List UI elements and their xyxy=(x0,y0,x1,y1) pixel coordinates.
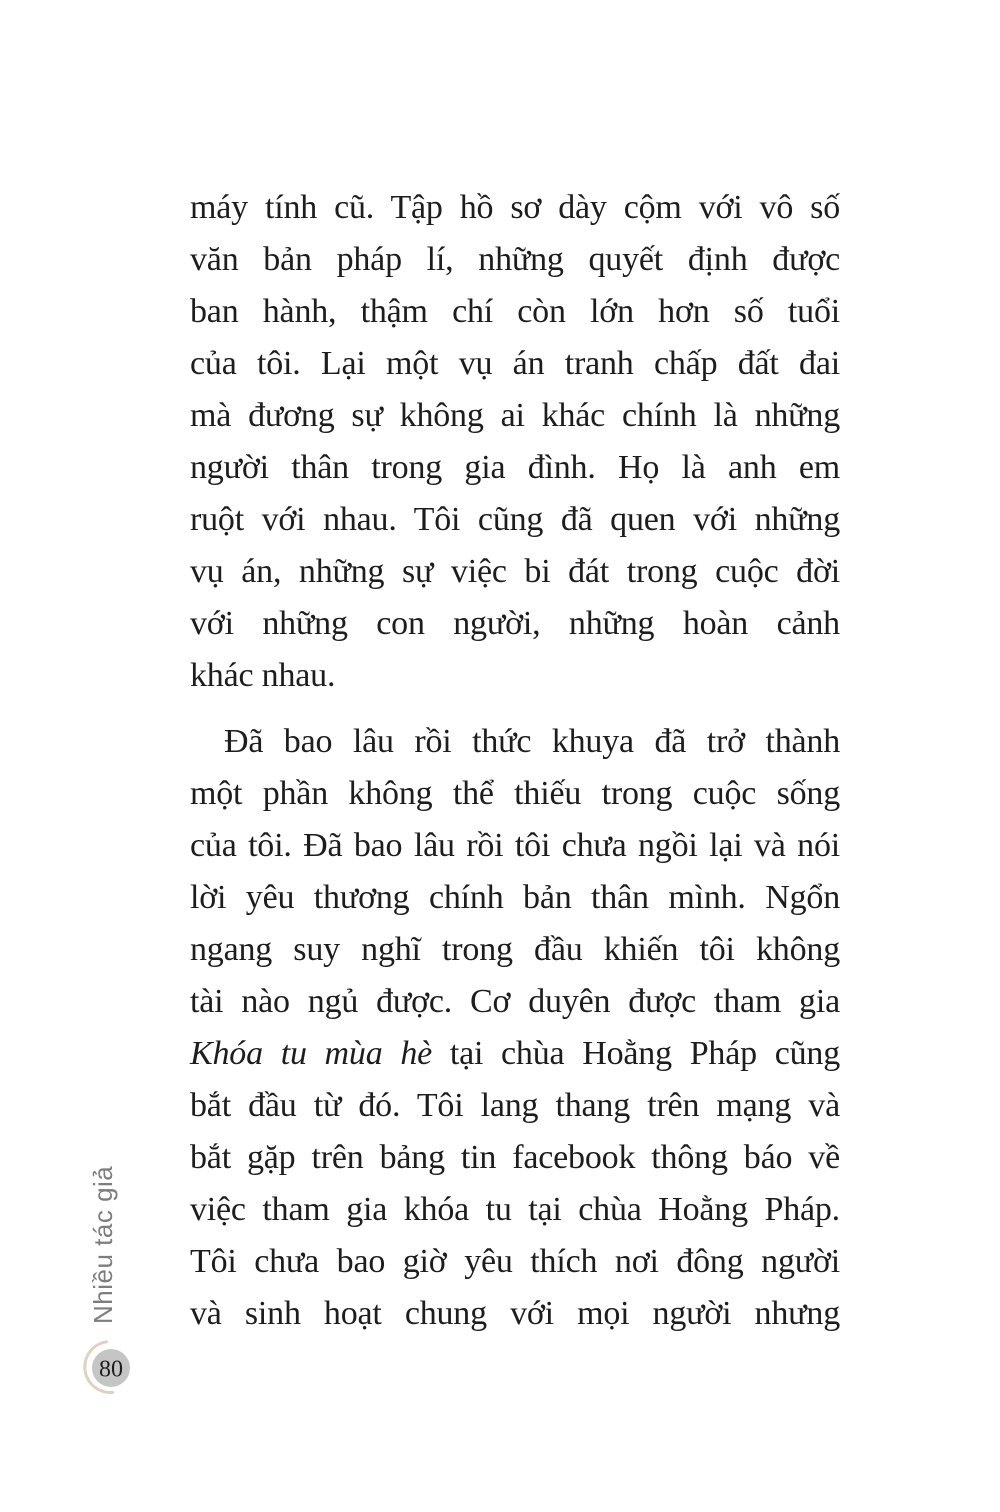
text-line: và sinh hoạt chung với mọi người nhưng xyxy=(190,1295,840,1332)
text-line xyxy=(190,1028,840,1080)
page-number-badge xyxy=(78,1336,142,1400)
text-line: với những con người, những hoàn cảnh xyxy=(190,605,840,642)
text-line: ruột với nhau. Tôi cũng đã quen với những xyxy=(190,501,840,538)
text-line: bắt đầu từ đó. Tôi lang thang trên mạng và xyxy=(190,1087,840,1124)
author-sidebar-label: Nhiều tác giả xyxy=(88,1165,118,1324)
page-number: 80 xyxy=(99,1356,123,1383)
paragraph xyxy=(190,716,840,1340)
text-line: máy tính cũ. Tập hồ sơ dày cộm với vô số xyxy=(190,189,840,226)
text-line: việc tham gia khóa tu tại chùa Hoằng Pháp. xyxy=(190,1191,840,1228)
text-line: vụ án, những sự việc bi đát trong cuộc đời xyxy=(190,553,840,590)
body-text xyxy=(190,182,840,1340)
paragraph xyxy=(190,182,840,702)
text-segment: tại chùa Hoằng Pháp cũng xyxy=(432,1035,840,1072)
text-line: người thân trong gia đình. Họ là anh em xyxy=(190,449,840,486)
text-line: khác nhau. xyxy=(190,657,336,694)
text-line: của tôi. Lại một vụ án tranh chấp đất đai xyxy=(190,345,840,382)
text-line: văn bản pháp lí, những quyết định được xyxy=(190,241,840,278)
text-line: lời yêu thương chính bản thân mình. Ngổn xyxy=(190,879,840,916)
italic-phrase: Khóa tu mùa hè xyxy=(190,1035,433,1072)
text-line: mà đương sự không ai khác chính là những xyxy=(190,397,840,434)
text-line: bắt gặp trên bảng tin facebook thông báo về xyxy=(190,1139,840,1176)
text-line: tài nào ngủ được. Cơ duyên được tham gia xyxy=(190,983,840,1020)
text-line: ngang suy nghĩ trong đầu khiến tôi không xyxy=(190,931,840,968)
text-line: Tôi chưa bao giờ yêu thích nơi đông người xyxy=(190,1243,840,1280)
text-line: Đã bao lâu rồi thức khuya đã trở thành xyxy=(224,723,840,760)
text-line: một phần không thể thiếu trong cuộc sống xyxy=(190,775,840,812)
text-line: ban hành, thậm chí còn lớn hơn số tuổi xyxy=(190,293,840,330)
text-line: của tôi. Đã bao lâu rồi tôi chưa ngồi lại và nói xyxy=(190,827,840,864)
